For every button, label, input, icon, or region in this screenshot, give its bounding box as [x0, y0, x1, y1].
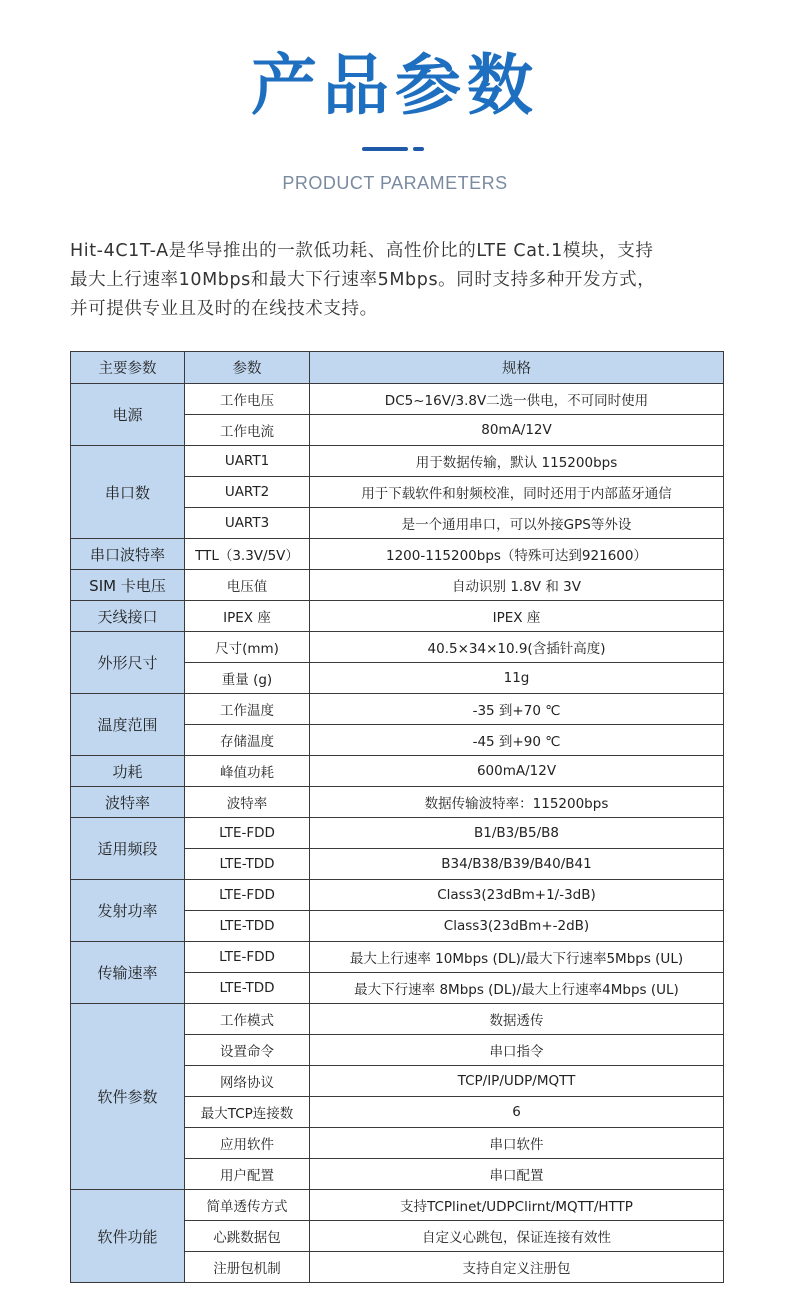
- table-row: [71, 384, 724, 415]
- table-row: [71, 756, 724, 787]
- spec-cell: 80mA/12V: [310, 415, 724, 446]
- table-row: [71, 632, 724, 663]
- group-name-cell: 电源: [71, 384, 185, 446]
- table-row: [71, 446, 724, 477]
- param-cell: 用户配置: [185, 1159, 310, 1190]
- param-cell: LTE-TDD: [185, 911, 310, 942]
- title-underline-long: [362, 147, 408, 151]
- group-name-cell: 软件功能: [71, 1190, 185, 1283]
- table-row: [71, 818, 724, 849]
- group-name-cell: 软件参数: [71, 1004, 185, 1190]
- group-name-cell: 串口数: [71, 446, 185, 539]
- spec-cell: 串口配置: [310, 1159, 724, 1190]
- table-row: [71, 1190, 724, 1221]
- spec-cell: 600mA/12V: [310, 756, 724, 787]
- intro-line: 最大上行速率10Mbps和最大下行速率5Mbps。同时支持多种开发方式，: [70, 270, 656, 290]
- group-name-cell: 波特率: [71, 787, 185, 818]
- group-name-cell: 天线接口: [71, 601, 185, 632]
- table-body: [71, 384, 724, 1283]
- param-cell: 应用软件: [185, 1128, 310, 1159]
- param-cell: 心跳数据包: [185, 1221, 310, 1252]
- table-row: [71, 694, 724, 725]
- intro-paragraph: [70, 237, 726, 324]
- group-name-cell: 温度范围: [71, 694, 185, 756]
- group-name-cell: SIM 卡电压: [71, 570, 185, 601]
- spec-table: [70, 351, 724, 1283]
- param-cell: UART3: [185, 508, 310, 539]
- spec-cell: Class3(23dBm+-2dB): [310, 911, 724, 942]
- spec-cell: 串口软件: [310, 1128, 724, 1159]
- param-cell: 简单透传方式: [185, 1190, 310, 1221]
- param-cell: 尺寸(mm): [185, 632, 310, 663]
- param-cell: 工作电流: [185, 415, 310, 446]
- table-row: [71, 880, 724, 911]
- param-cell: TTL（3.3V/5V）: [185, 539, 310, 570]
- param-cell: 电压值: [185, 570, 310, 601]
- spec-cell: 用于下载软件和射频校准，同时还用于内部蓝牙通信: [310, 477, 724, 508]
- spec-cell: Class3(23dBm+1/-3dB): [310, 880, 724, 911]
- page-title: 产品参数: [251, 47, 539, 124]
- spec-cell: 数据传输波特率：115200bps: [310, 787, 724, 818]
- table-row: [71, 601, 724, 632]
- spec-cell: B34/B38/B39/B40/B41: [310, 849, 724, 880]
- param-cell: 工作电压: [185, 384, 310, 415]
- table-row: [71, 942, 724, 973]
- spec-cell: 支持自定义注册包: [310, 1252, 724, 1283]
- header-spec: 规格: [310, 352, 724, 384]
- param-cell: 网络协议: [185, 1066, 310, 1097]
- param-cell: 存储温度: [185, 725, 310, 756]
- param-cell: 峰值功耗: [185, 756, 310, 787]
- spec-cell: 6: [310, 1097, 724, 1128]
- spec-cell: 串口指令: [310, 1035, 724, 1066]
- spec-cell: 数据透传: [310, 1004, 724, 1035]
- group-name-cell: 适用频段: [71, 818, 185, 880]
- param-cell: IPEX 座: [185, 601, 310, 632]
- spec-cell: 最大上行速率 10Mbps (DL)/最大下行速率5Mbps (UL): [310, 942, 724, 973]
- spec-cell: 最大下行速率 8Mbps (DL)/最大上行速率4Mbps (UL): [310, 973, 724, 1004]
- intro-line: Hit-4C1T-A是华导推出的一款低功耗、高性价比的LTE Cat.1模块，支持: [70, 241, 654, 261]
- param-cell: 设置命令: [185, 1035, 310, 1066]
- param-cell: LTE-FDD: [185, 880, 310, 911]
- spec-cell: IPEX 座: [310, 601, 724, 632]
- spec-cell: 支持TCPlinet/UDPClirnt/MQTT/HTTP: [310, 1190, 724, 1221]
- spec-cell: -35 到+70 ℃: [310, 694, 724, 725]
- param-cell: 工作温度: [185, 694, 310, 725]
- spec-cell: 用于数据传输，默认 115200bps: [310, 446, 724, 477]
- spec-cell: 是一个通用串口，可以外接GPS等外设: [310, 508, 724, 539]
- title-underline-short: [413, 147, 424, 151]
- group-name-cell: 传输速率: [71, 942, 185, 1004]
- group-name-cell: 外形尺寸: [71, 632, 185, 694]
- spec-cell: TCP/IP/UDP/MQTT: [310, 1066, 724, 1097]
- param-cell: UART1: [185, 446, 310, 477]
- spec-cell: -45 到+90 ℃: [310, 725, 724, 756]
- table-row: [71, 539, 724, 570]
- spec-cell: DC5~16V/3.8V二选一供电，不可同时使用: [310, 384, 724, 415]
- param-cell: 注册包机制: [185, 1252, 310, 1283]
- header-main-param: 主要参数: [71, 352, 185, 384]
- param-cell: LTE-FDD: [185, 942, 310, 973]
- table-row: [71, 570, 724, 601]
- param-cell: LTE-TDD: [185, 849, 310, 880]
- spec-cell: 自动识别 1.8V 和 3V: [310, 570, 724, 601]
- param-cell: LTE-FDD: [185, 818, 310, 849]
- header-param: 参数: [185, 352, 310, 384]
- intro-line: 并可提供专业且及时的在线技术支持。: [70, 299, 378, 319]
- param-cell: LTE-TDD: [185, 973, 310, 1004]
- param-cell: 最大TCP连接数: [185, 1097, 310, 1128]
- param-cell: UART2: [185, 477, 310, 508]
- group-name-cell: 串口波特率: [71, 539, 185, 570]
- param-cell: 重量 (g): [185, 663, 310, 694]
- table-row: [71, 1004, 724, 1035]
- spec-cell: 1200-115200bps（特殊可达到921600）: [310, 539, 724, 570]
- group-name-cell: 发射功率: [71, 880, 185, 942]
- spec-cell: B1/B3/B5/B8: [310, 818, 724, 849]
- spec-cell: 11g: [310, 663, 724, 694]
- spec-cell: 40.5×34×10.9(含插针高度): [310, 632, 724, 663]
- param-cell: 波特率: [185, 787, 310, 818]
- spec-cell: 自定义心跳包，保证连接有效性: [310, 1221, 724, 1252]
- table-header-row: [71, 352, 724, 384]
- page-subtitle: PRODUCT PARAMETERS: [282, 173, 508, 193]
- group-name-cell: 功耗: [71, 756, 185, 787]
- param-cell: 工作模式: [185, 1004, 310, 1035]
- table-row: [71, 787, 724, 818]
